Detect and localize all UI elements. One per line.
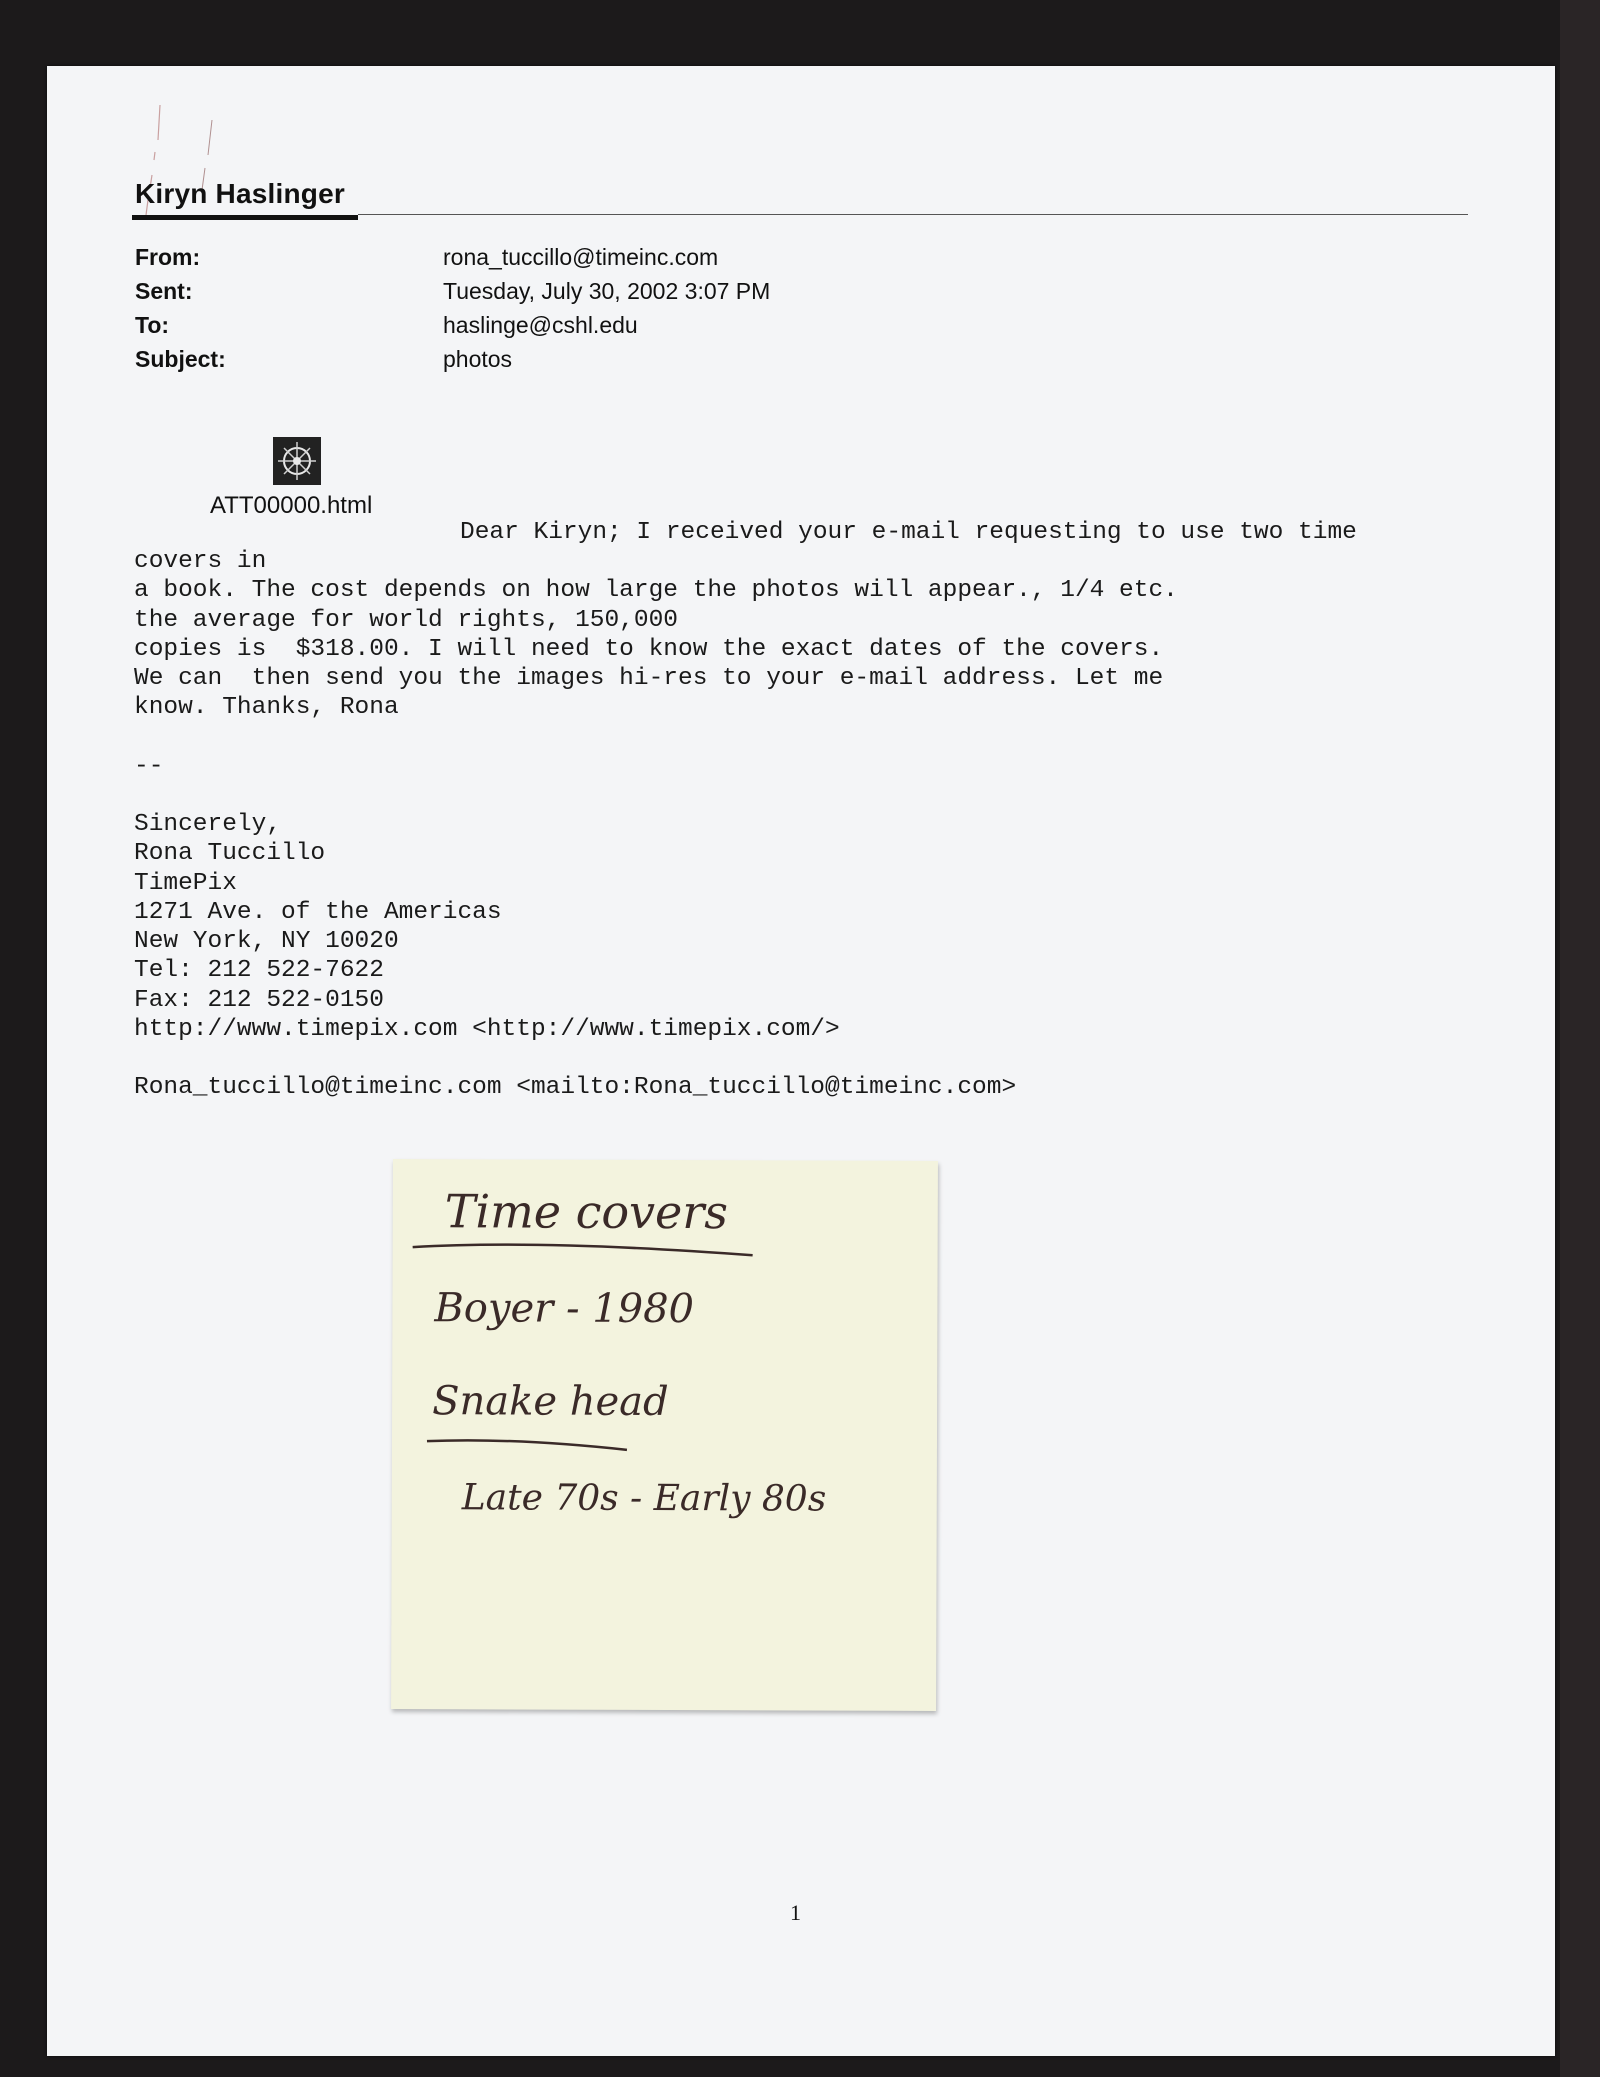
attachment-name: ATT00000.html xyxy=(210,492,373,519)
from-label: From: xyxy=(135,244,201,270)
signature-email: Rona_tuccillo@timeinc.com <mailto:Rona_tuccillo@timeinc.com> xyxy=(134,1074,1017,1101)
html-file-icon xyxy=(273,437,321,485)
sent-label: Sent: xyxy=(135,278,193,304)
sticky-note xyxy=(391,1159,938,1711)
sticky-line-1: Time covers xyxy=(444,1184,728,1240)
sticky-line-3: Snake head xyxy=(432,1378,669,1426)
signature-separator: -- xyxy=(134,753,164,780)
subject-row xyxy=(135,346,1435,380)
from-value: rona_tuccillo@timeinc.com xyxy=(443,244,719,270)
name-underline xyxy=(132,215,358,220)
email-body: covers in a book. The cost depends on how large the photos will appear., 1/4 etc. the average for world rights, 150,000 copies is $318.00. I will need to know the exact dates of the covers. We can then send you the images hi-res to your e-mail address. Let me know. Thanks, Rona xyxy=(134,548,1178,722)
email-body-first-line: Dear Kiryn; I received your e-mail requesting to use two time xyxy=(460,519,1357,546)
sent-row xyxy=(135,278,1435,312)
sent-value: Tuesday, July 30, 2002 3:07 PM xyxy=(443,278,771,304)
sticky-line-4: Late 70s - Early 80s xyxy=(461,1477,827,1520)
subject-label: Subject: xyxy=(135,346,226,372)
to-value: haslinge@cshl.edu xyxy=(443,312,638,338)
sticky-line-2: Boyer - 1980 xyxy=(434,1285,695,1333)
sticky-underline-1 xyxy=(413,1244,753,1255)
to-label: To: xyxy=(135,312,170,338)
header-rule xyxy=(358,214,1468,215)
subject-value: photos xyxy=(443,346,513,372)
scan-backdrop xyxy=(1560,0,1600,2077)
from-row xyxy=(135,244,1435,278)
signature-block: Sincerely, Rona Tuccillo TimePix 1271 Ave. of the Americas New York, NY 10020 Tel: 212 522-7622 Fax: 212 522-0150 http://www.timepix.com <http://www.timepix.com/> xyxy=(134,811,840,1044)
to-row xyxy=(135,312,1435,346)
sticky-underline-2 xyxy=(427,1440,627,1450)
email-owner-name: Kiryn Haslinger xyxy=(135,178,345,209)
page-number: 1 xyxy=(790,1900,801,1925)
